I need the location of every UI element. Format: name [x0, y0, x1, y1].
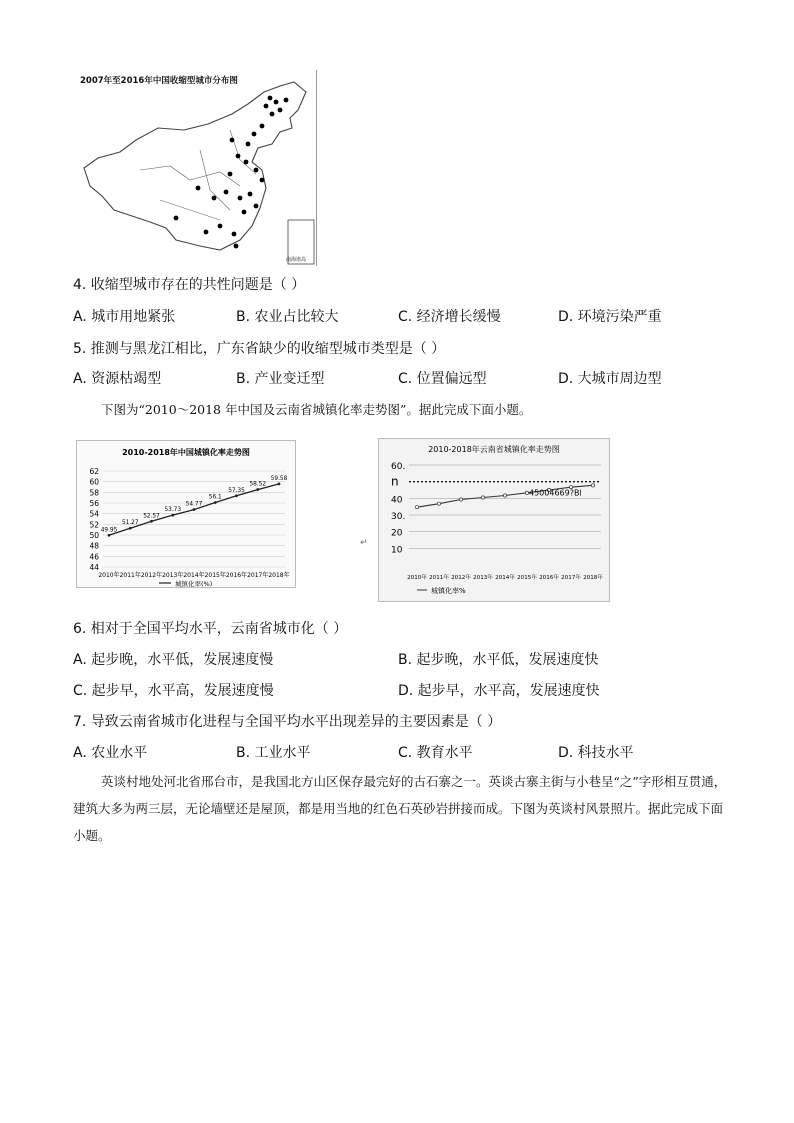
data-label: 49.95 [100, 527, 118, 534]
question-7-option-d: D. 科技水平 [558, 745, 634, 761]
y-tick-label: n [391, 474, 399, 489]
yunnan-urbanization-chart [378, 438, 610, 602]
x-tick-label: 2017年 [561, 575, 581, 581]
map-title: 2007年至2016年中国收缩型城市分布图 [80, 76, 238, 86]
y-tick-label: 60. [391, 462, 406, 472]
y-tick-label: 30. [391, 512, 406, 522]
data-label: 56.1 [208, 494, 222, 501]
question-5-option-a: A. 资源枯竭型 [73, 371, 162, 387]
china-chart-svg [77, 441, 295, 587]
x-tick-label: 2012年 [451, 575, 471, 581]
question-7-option-b: B. 工业水平 [236, 745, 311, 761]
x-tick-label: 2014年 [183, 572, 205, 579]
data-point [256, 488, 259, 491]
data-point [108, 534, 111, 537]
china-border [84, 82, 306, 250]
x-tick-label: 2012年 [140, 572, 163, 579]
y-tick-label: 44 [89, 563, 99, 572]
x-tick-label: 2011年 [429, 575, 449, 581]
data-label: 52.57 [143, 513, 160, 520]
data-point [193, 508, 196, 511]
data-point [481, 496, 484, 499]
data-label: 54.77 [185, 501, 203, 508]
data-label: 58.52 [249, 481, 267, 488]
x-tick-label: 2015年 [517, 575, 537, 581]
yingtan-passage: 英谈村地处河北省邢台市，是我国北方山区保存最完好的古石寨之一。英谈古寨主街与小巷呈“之”字形相互贯通，建筑大多为两三层，无论墙壁还是屋顶，都是用当地的红色石英砂岩拼接而成。下图为英谈村风景照片。据此完成下面小题。 [73, 774, 727, 843]
question-7-stem: 7. 导致云南省城市化进程与全国平均水平出现差异的主要因素是（ ） [73, 714, 502, 730]
data-label: 51.27 [121, 520, 139, 527]
chart-title: 2010-2018年云南省城镇化率走势图 [428, 445, 560, 454]
x-tick-label: 2018年 [583, 575, 603, 581]
data-point [150, 520, 153, 523]
x-tick-label: 2013年 [162, 572, 184, 579]
data-point [459, 498, 462, 501]
y-tick-label: 10 [391, 545, 403, 556]
legend-label: 城镇化率(%) [175, 580, 213, 587]
x-tick-label: 2013年 [473, 575, 493, 581]
question-6-option-b: B. 起步晚，水平低，发展速度快 [398, 652, 599, 668]
x-tick-label: 2018年 [268, 572, 290, 579]
question-7-option-c: C. 教育水平 [398, 745, 473, 761]
x-tick-label: 2010年 [407, 575, 427, 581]
data-point [503, 494, 506, 497]
x-tick-label: 2011年 [119, 572, 141, 579]
question-5-stem: 5. 推测与黑龙江相比，广东省缺少的收缩型城市类型是（ ） [73, 341, 446, 357]
y-tick-label: 60 [89, 477, 99, 487]
x-tick-label: 2014年 [495, 575, 515, 581]
y-tick-label: 58 [89, 488, 99, 498]
y-tick-label: 52 [89, 520, 99, 530]
question-6-option-a: A. 起步晚，水平低，发展速度慢 [73, 652, 274, 668]
data-point [591, 484, 594, 487]
data-point [278, 483, 281, 486]
data-point [214, 501, 217, 504]
china-urbanization-chart [76, 440, 296, 588]
y-tick-label: 40 [391, 495, 403, 506]
y-tick-label: 46 [89, 552, 99, 562]
x-tick-label: 2016年 [225, 572, 248, 579]
y-tick-label: 48 [89, 541, 99, 551]
data-point [415, 506, 418, 509]
x-tick-label: 2016年 [539, 575, 559, 581]
x-tick-label: 2010年 [98, 572, 120, 579]
city-dots [174, 96, 289, 249]
data-point [235, 494, 238, 497]
y-tick-label: 50 [89, 531, 99, 540]
inset-label: 南海诸岛 [286, 257, 307, 263]
china-shrinking-cities-map [80, 70, 317, 266]
data-label: 57.35 [228, 487, 245, 494]
y-tick-label: 56 [89, 499, 99, 508]
data-label: 53.73 [164, 507, 182, 514]
question-4-option-a: A. 城市用地紧张 [73, 309, 176, 325]
data-point [129, 527, 132, 530]
question-4-stem: 4. 收缩型城市存在的共性问题是（ ） [73, 277, 306, 293]
chart-intro-text: 下图为“2010～2018 年中国及云南省城镇化率走势图”。据此完成下面小题。 [101, 402, 532, 417]
question-4-option-d: D. 环境污染严重 [558, 309, 662, 325]
question-5-option-c: C. 位置偏远型 [398, 371, 487, 387]
legend-label: 城镇化率% [431, 587, 466, 595]
y-tick-label: 20 [391, 528, 403, 539]
data-label: 59.58 [270, 475, 288, 482]
question-5-option-b: B. 产业变迁型 [236, 371, 325, 387]
question-6-option-d: D. 起步早，水平高，发展速度快 [398, 683, 600, 699]
y-tick-label: 62 [89, 467, 99, 476]
x-tick-label: 2015年 [204, 572, 226, 579]
question-6-option-c: C. 起步早，水平高，发展速度慢 [73, 683, 274, 699]
china-outline-map [80, 70, 316, 266]
yunnan-chart-svg [379, 439, 609, 601]
data-point [171, 514, 174, 517]
question-7-option-a: A. 农业水平 [73, 745, 148, 761]
question-6-stem: 6. 相对于全国平均水平，云南省城市化（ ） [73, 621, 348, 637]
y-tick-label: 54 [89, 509, 99, 519]
data-point [437, 502, 440, 505]
chart-title: 2010-2018年中国城镇化率走势图 [122, 448, 250, 457]
question-5-option-d: D. 大城市周边型 [558, 371, 662, 387]
return-mark: ↵ [360, 538, 368, 548]
scan-value-text: 45004669?Bl [529, 488, 582, 498]
question-4-option-b: B. 农业占比较大 [236, 309, 339, 325]
x-tick-label: 2017年 [247, 572, 269, 579]
question-4-option-c: C. 经济增长缓慢 [398, 309, 501, 325]
